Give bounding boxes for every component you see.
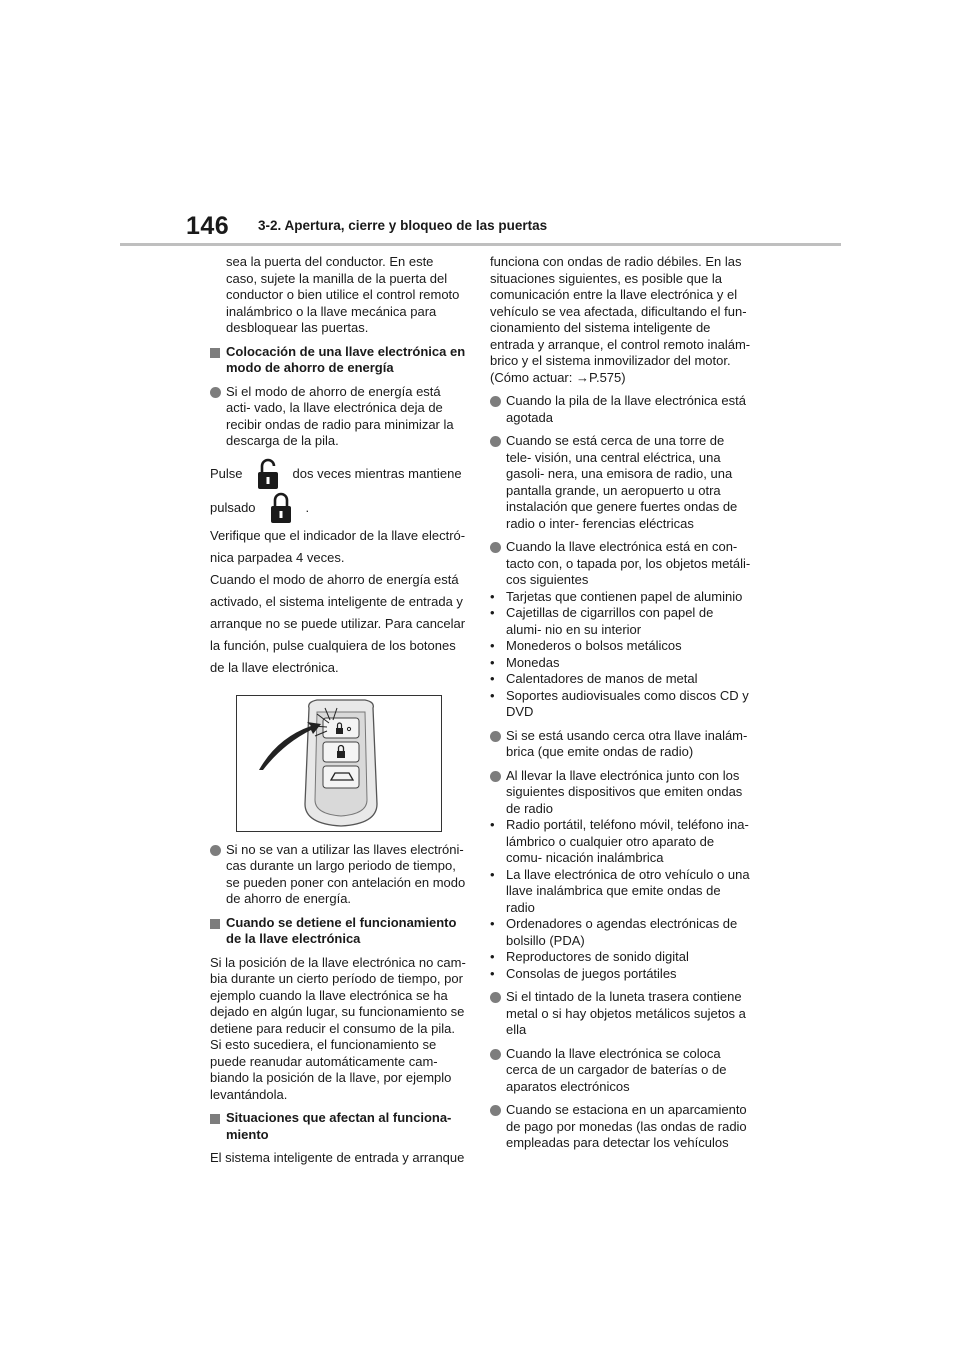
verify-line-4: activado, el sistema inteligente de entrada y xyxy=(210,593,463,609)
pulsado-line: pulsado . xyxy=(210,491,468,525)
circle-bullet-icon xyxy=(490,992,501,1003)
electronic-key-illustration xyxy=(236,695,442,832)
right-column xyxy=(490,254,752,1159)
square-bullet-icon xyxy=(210,919,220,929)
verify-line-6: la función, pulse cualquiera de los botones xyxy=(210,637,456,653)
unlock-button-icon xyxy=(243,457,293,491)
heading-power-saving: Colocación de una llave electrónica en modo de ahorro de energía xyxy=(210,344,468,377)
heading-affecting-situations: Situaciones que afectan al funciona- miento xyxy=(210,1110,468,1143)
intro-paragraph: sea la puerta del conductor. En este caso, sujete la manilla de la puerta del conductor o bien utilice el control remoto inalámbrico o la llave mecánica para desbloquear las puertas. xyxy=(226,254,460,335)
square-bullet-icon xyxy=(210,348,220,358)
verify-line-1: Verifique que el indicador de la llave electró- xyxy=(210,527,466,543)
bullet-power-saving: Si el modo de ahorro de energía está acti- vado, la llave electrónica deja de recibir ondas de radio para minimizar la descarga de la pila. xyxy=(210,384,468,450)
bullet-devices: Al llevar la llave electrónica junto con los siguientes dispositivos que emiten ondas de radio xyxy=(490,768,752,818)
left-column xyxy=(210,254,468,1174)
circle-bullet-icon xyxy=(490,436,501,447)
key-stops-paragraph: Si la posición de la llave electrónica no cam- bia durante un cierto período de tiempo, por ejemplo cuando la llave electrónica se ha dejado en algún lugar, su funcionamiento se detiene para reducir el consumo de la pila. Si esto sucediera, el funcionamiento se puede reanudar automáticamente cam- biando la posición de la llave, por ejemplo levantándola. xyxy=(210,954,466,1102)
bullet-parking: Cuando se estaciona en un aparcamiento de pago por monedas (las ondas de radio empleadas para detectar los vehículos xyxy=(490,1102,752,1152)
bullet-long-period: Si no se van a utilizar las llaves electróni- cas durante un largo periodo de tiempo, se pueden poner con antelación en modo de ahorro de energía. xyxy=(210,842,468,908)
circle-bullet-icon xyxy=(490,1105,501,1116)
affecting-paragraph: El sistema inteligente de entrada y arranque xyxy=(210,1150,465,1165)
page-number: 146 xyxy=(186,212,230,240)
list-item: • Reproductores de sonido digital xyxy=(490,949,689,964)
radio-waves-paragraph: funciona con ondas de radio débiles. En las situaciones siguientes, es posible que la comunicación entre la llave electrónica y el vehículo se vea afectada, dificultando el fun- cionamiento del sistema inteligente de entrada y arranque, el control remoto inalám- brico y el sistema inmovilizador del motor. (Cómo actuar: →P.575) xyxy=(490,254,751,385)
lock-button-icon xyxy=(256,491,306,525)
verify-line-5: arranque no se puede utilizar. Para cancelar xyxy=(210,615,466,631)
header-rule xyxy=(120,243,841,246)
circle-bullet-icon xyxy=(490,771,501,782)
list-item: • Soportes audiovisuales como discos CD y DVD xyxy=(490,687,749,719)
list-item: • Radio portátil, teléfono móvil, teléfono ina- lámbrico o cualquier otro aparato de comu- nicación inalámbrica xyxy=(490,817,749,865)
verify-line-7: de la llave electrónica. xyxy=(210,659,339,675)
bullet-metal-contact: Cuando la llave electrónica está en con- tacto con, o tapada por, los objetos metáli- cos siguientes xyxy=(490,539,752,589)
circle-bullet-icon xyxy=(490,1049,501,1060)
bullet-rear-window: Si el tintado de la luneta trasera contiene metal o si hay objetos metálicos sujetos a ella xyxy=(490,989,752,1039)
bullet-tv-tower: Cuando se está cerca de una torre de tele- visión, una central eléctrica, una gasoli- nera, una emisora de radio, una pantalla grande, un aeropuerto u otra instalación que genere fuertes ondas de radio o inter- ferencias eléctricas xyxy=(490,433,752,532)
list-item: • Ordenadores o agendas electrónicas de bolsillo (PDA) xyxy=(490,916,738,948)
square-bullet-icon xyxy=(210,1114,220,1124)
verify-line-2: nica parpadea 4 veces. xyxy=(210,549,345,565)
circle-bullet-icon xyxy=(210,387,221,398)
pulse-line: Pulse dos veces mientras mantiene xyxy=(210,457,468,491)
bullet-battery: Cuando la pila de la llave electrónica está agotada xyxy=(490,393,752,426)
bullet-other-key: Si se está usando cerca otra llave inalám- brica (que emite ondas de radio) xyxy=(490,728,752,761)
circle-bullet-icon xyxy=(490,542,501,553)
verify-line-3: Cuando el modo de ahorro de energía está xyxy=(210,571,459,587)
list-item: • Tarjetas que contienen papel de aluminio xyxy=(490,588,743,604)
bullet-charger: Cuando la llave electrónica se coloca cerca de un cargador de baterías o de aparatos electrónicos xyxy=(490,1046,752,1096)
list-item: • Monederos o bolsos metálicos xyxy=(490,638,682,653)
list-item: • Monedas xyxy=(490,654,560,670)
heading-key-stops: Cuando se detiene el funcionamiento de la llave electrónica xyxy=(210,915,468,948)
list-item: • Consolas de juegos portátiles xyxy=(490,965,677,981)
list-item: • Calentadores de manos de metal xyxy=(490,671,698,686)
section-title: 3-2. Apertura, cierre y bloqueo de las puertas xyxy=(258,218,548,233)
circle-bullet-icon xyxy=(490,731,501,742)
list-item: • Cajetillas de cigarrillos con papel de alumi- nio en su interior xyxy=(490,605,714,637)
circle-bullet-icon xyxy=(490,396,501,407)
list-item: • La llave electrónica de otro vehículo o una llave inalámbrica que emite ondas de radio xyxy=(490,866,750,915)
circle-bullet-icon xyxy=(210,845,221,856)
